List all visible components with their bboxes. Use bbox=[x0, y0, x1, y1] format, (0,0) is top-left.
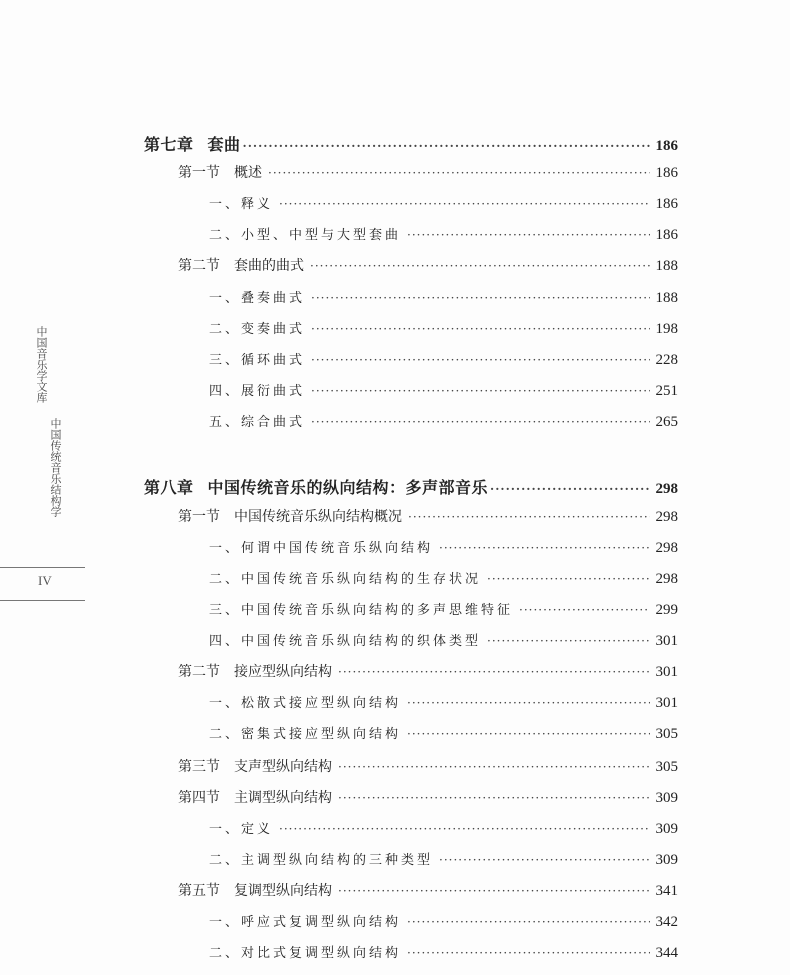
toc-entry-title: 循环曲式 bbox=[241, 353, 306, 368]
page-number: IV bbox=[38, 573, 52, 588]
toc-entry-label bbox=[209, 849, 433, 868]
toc-entry-title: 叠奏曲式 bbox=[241, 291, 306, 306]
toc-leader-dots bbox=[311, 291, 649, 305]
toc-entry-item bbox=[209, 411, 678, 431]
toc-entry-label bbox=[209, 380, 305, 399]
toc-entry-chapter bbox=[144, 475, 678, 498]
toc-entry-label bbox=[209, 911, 401, 930]
toc-entry-title: 中国传统音乐纵向结构的多声思维特征 bbox=[241, 603, 514, 618]
toc-entry-title: 概述 bbox=[234, 165, 262, 181]
toc-entry-label bbox=[178, 661, 332, 681]
toc-entry-page: 298 bbox=[655, 509, 678, 525]
toc-entry-title: 展衍曲式 bbox=[241, 384, 306, 399]
toc-entry-page: 186 bbox=[655, 227, 678, 243]
toc-entry-number: 第二节 bbox=[178, 258, 220, 274]
toc-entry-page: 309 bbox=[655, 821, 678, 837]
toc-entry-item bbox=[209, 630, 678, 650]
toc-entry-number: 第二节 bbox=[178, 664, 220, 680]
toc-entry-title: 套曲 bbox=[207, 135, 241, 154]
toc-entry-title: 定义 bbox=[241, 822, 274, 837]
toc-entry-label bbox=[178, 255, 304, 275]
toc-entry-page: 188 bbox=[655, 290, 678, 306]
toc-entry-section bbox=[178, 880, 678, 900]
toc-entry-page: 305 bbox=[655, 726, 678, 742]
toc-entry-label bbox=[209, 287, 305, 306]
series-title: 中国音乐学文库 bbox=[35, 326, 48, 403]
toc-entry-title: 中国传统音乐纵向结构的织体类型 bbox=[241, 634, 482, 649]
toc-entry-number: 第五节 bbox=[178, 883, 220, 899]
toc-entry-title: 套曲的曲式 bbox=[234, 258, 304, 274]
toc-entry-item bbox=[209, 692, 678, 712]
toc-entry-page: 301 bbox=[655, 664, 678, 680]
toc-entry-number: 第四节 bbox=[178, 790, 220, 806]
toc-entry-title: 主调型纵向结构的三种类型 bbox=[241, 853, 434, 868]
toc-entry-page: 265 bbox=[655, 414, 678, 430]
toc-entry-title: 松散式接应型纵向结构 bbox=[241, 696, 402, 711]
toc-entry-number: 二、 bbox=[209, 572, 242, 587]
toc-entry-page: 344 bbox=[655, 945, 678, 961]
toc-entry-title: 支声型纵向结构 bbox=[234, 759, 332, 775]
toc-entry-number: 二、 bbox=[209, 727, 242, 742]
toc-entry-number: 二、 bbox=[209, 946, 242, 961]
toc-leader-dots bbox=[311, 322, 649, 336]
toc-entry-label bbox=[209, 193, 273, 212]
toc-leader-dots bbox=[338, 791, 650, 805]
toc-leader-dots bbox=[338, 665, 650, 679]
toc-entry-label bbox=[209, 537, 433, 556]
toc-entry-section bbox=[178, 255, 678, 275]
toc-entry-page: 186 bbox=[655, 196, 678, 212]
toc-entry-item bbox=[209, 599, 678, 619]
toc-entry-item bbox=[209, 942, 678, 962]
toc-entry-item bbox=[209, 193, 678, 213]
toc-leader-dots bbox=[407, 727, 649, 741]
toc-leader-dots bbox=[490, 482, 649, 496]
toc-entry-label bbox=[209, 723, 401, 742]
toc-entry-page: 298 bbox=[655, 481, 678, 497]
toc-entry-page: 342 bbox=[655, 914, 678, 930]
toc-entry-label bbox=[178, 506, 402, 526]
toc-leader-dots bbox=[439, 853, 649, 867]
toc-leader-dots bbox=[487, 572, 649, 586]
toc-entry-label bbox=[209, 349, 305, 368]
toc-entry-item bbox=[209, 911, 678, 931]
toc-leader-dots bbox=[408, 510, 650, 524]
toc-leader-dots bbox=[311, 384, 649, 398]
toc-entry-label bbox=[209, 568, 481, 587]
toc-entry-number: 二、 bbox=[209, 322, 242, 337]
toc-entry-title: 接应型纵向结构 bbox=[234, 664, 332, 680]
toc-entry-section bbox=[178, 506, 678, 526]
toc-entry-page: 298 bbox=[655, 571, 678, 587]
toc-entry-page: 228 bbox=[655, 352, 678, 368]
toc-entry-number: 二、 bbox=[209, 853, 242, 868]
toc-leader-dots bbox=[519, 603, 649, 617]
toc-entry-number: 第八章 bbox=[144, 478, 194, 497]
toc-leader-dots bbox=[407, 228, 649, 242]
toc-entry-number: 第一节 bbox=[178, 165, 220, 181]
toc-entry-number: 一、 bbox=[209, 915, 242, 930]
toc-entry-number: 四、 bbox=[209, 384, 242, 399]
toc-entry-title: 何谓中国传统音乐纵向结构 bbox=[241, 541, 434, 556]
toc-entry-label bbox=[209, 599, 513, 618]
toc-entry-label bbox=[144, 132, 241, 155]
toc-entry-item bbox=[209, 568, 678, 588]
toc-leader-dots bbox=[407, 915, 649, 929]
toc-entry-number: 五、 bbox=[209, 415, 242, 430]
toc-entry-number: 三、 bbox=[209, 353, 242, 368]
toc-leader-dots bbox=[338, 884, 650, 898]
toc-leader-dots bbox=[311, 353, 649, 367]
toc-leader-dots bbox=[268, 166, 650, 180]
toc-entry-label bbox=[178, 756, 332, 776]
toc-entry-section bbox=[178, 756, 678, 776]
toc-entry-number: 第一节 bbox=[178, 509, 220, 525]
toc-entry-page: 309 bbox=[655, 852, 678, 868]
toc-entry-label bbox=[209, 411, 305, 430]
toc-entry-title: 复调型纵向结构 bbox=[234, 883, 332, 899]
toc-entry-number: 一、 bbox=[209, 291, 242, 306]
toc-entry-label bbox=[178, 880, 332, 900]
toc-entry-title: 小型、中型与大型套曲 bbox=[241, 228, 402, 243]
toc-entry-label bbox=[209, 942, 401, 961]
toc-entry-section bbox=[178, 787, 678, 807]
toc-entry-section bbox=[178, 162, 678, 182]
toc-entry-label bbox=[209, 224, 401, 243]
toc-entry-title: 变奏曲式 bbox=[241, 322, 306, 337]
toc-entry-title: 主调型纵向结构 bbox=[234, 790, 332, 806]
toc-entry-page: 309 bbox=[655, 790, 678, 806]
toc-leader-dots bbox=[439, 541, 649, 555]
toc-entry-page: 299 bbox=[655, 602, 678, 618]
toc-entry-number: 第三节 bbox=[178, 759, 220, 775]
toc-entry-label bbox=[209, 318, 305, 337]
toc-entry-item bbox=[209, 224, 678, 244]
toc-entry-chapter bbox=[144, 132, 678, 155]
toc-entry-title: 中国传统音乐纵向结构的生存状况 bbox=[241, 572, 482, 587]
toc-entry-item bbox=[209, 818, 678, 838]
toc-entry-title: 释义 bbox=[241, 197, 274, 212]
toc-entry-page: 301 bbox=[655, 695, 678, 711]
toc-leader-dots bbox=[311, 415, 649, 429]
toc-entry-page: 186 bbox=[655, 138, 678, 154]
toc-entry-title: 综合曲式 bbox=[241, 415, 306, 430]
toc-entry-title: 呼应式复调型纵向结构 bbox=[241, 915, 402, 930]
toc-entry-page: 251 bbox=[655, 383, 678, 399]
toc-entry-label bbox=[178, 162, 262, 182]
toc-leader-dots bbox=[407, 696, 649, 710]
book-title: 中国传统音乐结构学 bbox=[49, 418, 62, 517]
toc-leader-dots bbox=[407, 946, 649, 960]
toc-entry-number: 一、 bbox=[209, 197, 242, 212]
toc-entry-title: 中国传统音乐纵向结构概况 bbox=[234, 509, 402, 525]
toc-entry-page: 188 bbox=[655, 258, 678, 274]
toc-entry-number: 一、 bbox=[209, 822, 242, 837]
toc-entry-page: 341 bbox=[655, 883, 678, 899]
toc-entry-number: 三、 bbox=[209, 603, 242, 618]
toc-entry-number: 一、 bbox=[209, 541, 242, 556]
toc-entry-title: 对比式复调型纵向结构 bbox=[241, 946, 402, 961]
toc-entry-title: 密集式接应型纵向结构 bbox=[241, 727, 402, 742]
toc-entry-item bbox=[209, 537, 678, 557]
toc-entry-item bbox=[209, 380, 678, 400]
toc-leader-dots bbox=[487, 634, 649, 648]
toc-entry-number: 第七章 bbox=[144, 135, 194, 154]
toc-entry-section bbox=[178, 661, 678, 681]
toc-entry-page: 186 bbox=[655, 165, 678, 181]
toc-leader-dots bbox=[338, 760, 650, 774]
toc-entry-item bbox=[209, 849, 678, 869]
toc-entry-page: 301 bbox=[655, 633, 678, 649]
toc-entry-number: 一、 bbox=[209, 696, 242, 711]
toc-entry-label bbox=[209, 692, 401, 711]
toc-entry-page: 305 bbox=[655, 759, 678, 775]
toc-leader-dots bbox=[243, 139, 650, 153]
toc-entry-page: 298 bbox=[655, 540, 678, 556]
toc-leader-dots bbox=[279, 822, 649, 836]
toc-entry-label bbox=[144, 475, 488, 498]
toc-entry-item bbox=[209, 287, 678, 307]
toc-entry-number: 四、 bbox=[209, 634, 242, 649]
toc-entry-item bbox=[209, 318, 678, 338]
toc-entry-item bbox=[209, 723, 678, 743]
toc-entry-item bbox=[209, 349, 678, 369]
toc-entry-label bbox=[209, 630, 481, 649]
toc-leader-dots bbox=[310, 259, 650, 273]
toc-entry-page: 198 bbox=[655, 321, 678, 337]
toc-entry-number: 二、 bbox=[209, 228, 242, 243]
toc-entry-title: 中国传统音乐的纵向结构：多声部音乐 bbox=[207, 478, 489, 497]
toc-entry-label bbox=[178, 787, 332, 807]
toc-entry-label bbox=[209, 818, 273, 837]
toc-leader-dots bbox=[279, 197, 649, 211]
